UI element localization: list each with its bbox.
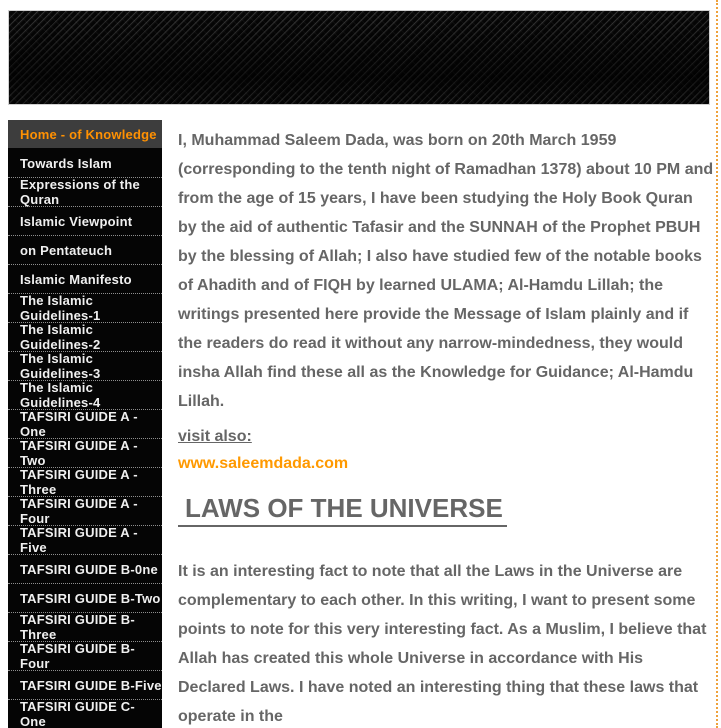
sidebar-item-islamic-manifesto[interactable]: Islamic Manifesto — [8, 265, 162, 294]
sidebar-item-tafsiri-guide-a-one[interactable]: TAFSIRI GUIDE A - One — [8, 410, 162, 439]
sidebar-item-expressions-of-the-quran[interactable]: Expressions of the Quran — [8, 178, 162, 207]
visit-also-label: visit also: — [178, 428, 252, 445]
sidebar-item-islamic-guidelines-1[interactable]: The Islamic Guidelines-1 — [8, 294, 162, 323]
sidebar-item-tafsiri-guide-a-five[interactable]: TAFSIRI GUIDE A - Five — [8, 526, 162, 555]
sidebar-item-islamic-guidelines-4[interactable]: The Islamic Guidelines-4 — [8, 381, 162, 410]
sidebar-item-tafsiri-guide-b-five[interactable]: TAFSIRI GUIDE B-Five — [8, 671, 162, 700]
intro-paragraph: I, Muhammad Saleem Dada, was born on 20th March 1959 (corresponding to the tenth night of Ramadhan 1378) about 10 PM and from the age of 15 years, I have been studying the Holy Book Quran by the aid of authentic Tafasir and the SUNNAH of the Prophet PBUH by the blessing of Allah; I also have studied few of the notable books of Ahadith and of FIQH by learned ULAMA; Al-Hamdu Lillah; the writings presented here provide the Message of Islam plainly and if the readers do read it without any narrow-mindedness, they would insha Allah find these all as the Knowledge for Guidance; Al-Hamdu Lillah. — [178, 132, 714, 410]
sidebar-item-islamic-guidelines-3[interactable]: The Islamic Guidelines-3 — [8, 352, 162, 381]
header-banner — [8, 10, 710, 105]
sidebar-item-tafsiri-guide-b-one[interactable]: TAFSIRI GUIDE B-0ne — [8, 555, 162, 584]
sidebar-item-on-pentateuch[interactable]: on Pentateuch — [8, 236, 162, 265]
sidebar-item-tafsiri-guide-b-two[interactable]: TAFSIRI GUIDE B-Two — [8, 584, 162, 613]
sidebar-item-tafsiri-guide-a-three[interactable]: TAFSIRI GUIDE A - Three — [8, 468, 162, 497]
sidebar-item-tafsiri-guide-b-three[interactable]: TAFSIRI GUIDE B-Three — [8, 613, 162, 642]
sidebar-item-tafsiri-guide-c-one[interactable]: TAFSIRI GUIDE C- One — [8, 700, 162, 728]
sidebar-nav — [8, 120, 162, 728]
main-content — [178, 120, 715, 728]
saleemdada-link[interactable]: www.saleemdada.com — [178, 455, 349, 472]
sidebar-item-tafsiri-guide-a-two[interactable]: TAFSIRI GUIDE A - Two — [8, 439, 162, 468]
body-paragraph: It is an interesting fact to note that all the Laws in the Universe are complementary to each other. In this writing, I want to present some points to note for this very interesting fact. As a Muslim, I believe that Allah has created this whole Universe in accordance with His Declared Laws. I have noted an interesting thing that these laws that operate in the — [178, 563, 707, 725]
sidebar-item-tafsiri-guide-a-four[interactable]: TAFSIRI GUIDE A - Four — [8, 497, 162, 526]
page-title: LAWS OF THE UNIVERSE — [178, 493, 507, 527]
sidebar-item-home-of-knowledge[interactable]: Home - of Knowledge — [8, 120, 162, 149]
sidebar-item-towards-islam[interactable]: Towards Islam — [8, 149, 162, 178]
sidebar-item-islamic-guidelines-2[interactable]: The Islamic Guidelines-2 — [8, 323, 162, 352]
page-right-dotted-border — [716, 0, 718, 728]
sidebar-item-islamic-viewpoint[interactable]: Islamic Viewpoint — [8, 207, 162, 236]
sidebar-item-tafsiri-guide-b-four[interactable]: TAFSIRI GUIDE B-Four — [8, 642, 162, 671]
